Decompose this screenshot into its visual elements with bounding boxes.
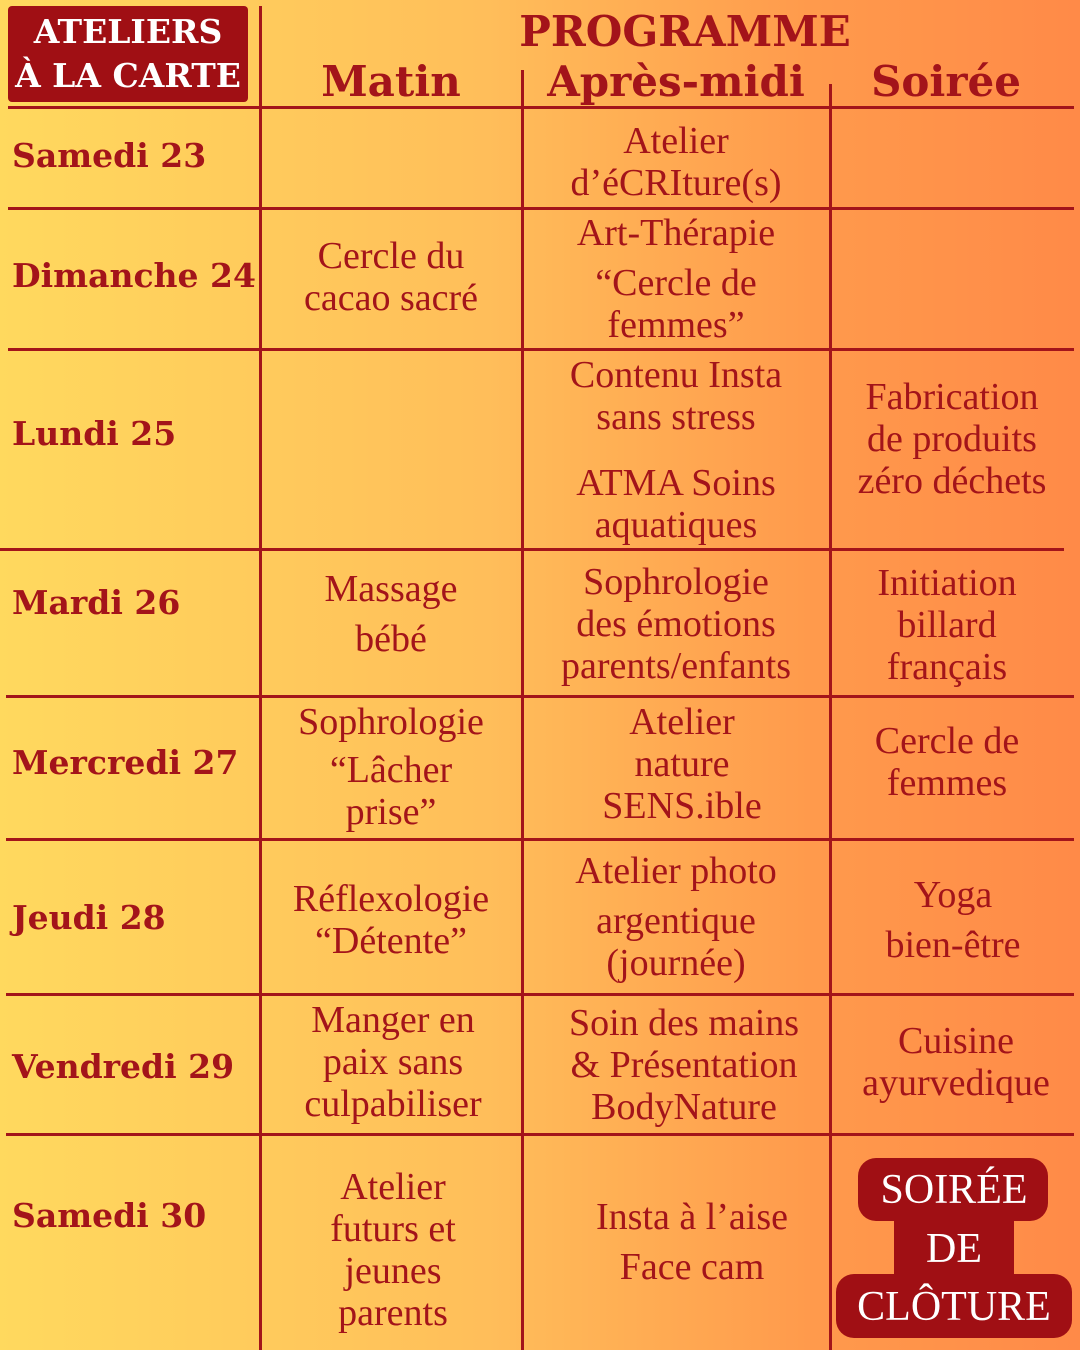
day-label: Vendredi 29 <box>12 1047 235 1086</box>
cell-line: français <box>886 646 1008 688</box>
cell-line: Face cam <box>619 1246 765 1288</box>
closing-line-1: SOIRÉE <box>880 1167 1028 1213</box>
cell-line: parents/enfants <box>560 645 792 687</box>
cell-line: Atelier <box>629 701 735 743</box>
cell-matin <box>262 701 520 833</box>
cell-line: ayurvedique <box>862 1062 1050 1104</box>
cell-apres-midi <box>524 354 828 546</box>
cell-line: futurs et <box>330 1208 456 1250</box>
cell-line: prise” <box>345 791 437 833</box>
cell-line: Cercle du <box>317 235 465 277</box>
cell-line: Cuisine <box>897 1020 1015 1062</box>
cell-line: & Présentation <box>570 1044 798 1086</box>
cell-line: “Cercle de <box>595 262 757 304</box>
cell-line: de produits <box>867 418 1037 460</box>
grid-hline-0 <box>8 106 1074 109</box>
cell-line: femmes” <box>607 304 745 346</box>
cell-line: d’éCRIture(s) <box>570 162 782 204</box>
cell-line: Art-Thérapie <box>576 212 776 254</box>
cell-apres-midi <box>524 561 828 687</box>
cell-line: Massage <box>324 568 458 610</box>
cell-matin <box>262 235 520 319</box>
cell-line: Atelier photo <box>575 850 777 892</box>
cell-line: bien-être <box>885 924 1021 966</box>
cell-line: Réflexologie <box>292 878 490 920</box>
cell-line: Fabrication <box>865 376 1039 418</box>
column-header-matin: Matin <box>321 57 461 106</box>
cell-soiree <box>832 562 1062 688</box>
cell-line: zéro déchets <box>857 460 1047 502</box>
day-label: Mardi 26 <box>12 583 181 622</box>
cell-line: “Détente” <box>315 920 467 962</box>
cell-soiree <box>832 720 1062 804</box>
grid-hline-3 <box>0 548 1064 551</box>
grid-hline-2 <box>8 348 1074 351</box>
grid-hline-5 <box>6 838 1074 841</box>
cell-matin <box>262 878 520 962</box>
cell-line: Manger en <box>311 999 475 1041</box>
cell-line: “Lâcher <box>329 749 453 791</box>
day-label: Samedi 23 <box>12 136 207 175</box>
cell-line: Atelier <box>623 120 729 162</box>
cell-line: nature <box>634 743 730 785</box>
cell-line: BodyNature <box>591 1086 777 1128</box>
cell-line: des émotions <box>576 603 776 645</box>
cell-line: (journée) <box>606 942 746 984</box>
cell-matin <box>262 999 524 1125</box>
cell-line: paix sans <box>322 1041 464 1083</box>
column-header-apres-midi: Après-midi <box>547 57 805 106</box>
cell-line: aquatiques <box>594 504 758 546</box>
day-label: Samedi 30 <box>12 1196 207 1235</box>
grid-hline-1 <box>8 207 1074 210</box>
cell-matin <box>262 568 520 660</box>
grid-hline-4 <box>6 695 1074 698</box>
badge-line-1: ATELIERS <box>33 12 223 51</box>
grid-hline-7 <box>6 1133 1074 1136</box>
day-label: Lundi 25 <box>12 414 177 453</box>
day-label: Mercredi 27 <box>12 743 239 782</box>
cell-line: bébé <box>355 618 427 660</box>
cell-apres-midi <box>524 850 828 984</box>
cell-line: Initiation <box>877 562 1017 604</box>
cell-line: argentique <box>596 900 756 942</box>
cell-soiree <box>838 1020 1074 1104</box>
cell-apres-midi <box>524 212 828 346</box>
cell-soiree <box>832 376 1072 502</box>
cell-line: Yoga <box>913 874 993 916</box>
cell-line: ATMA Soins <box>576 462 776 504</box>
badge-line-2: À LA CARTE <box>15 56 241 95</box>
cell-line: Contenu Insta <box>569 354 783 396</box>
cell-line: Atelier <box>340 1166 446 1208</box>
cell-line: Cercle de <box>874 720 1020 762</box>
day-label: Dimanche 24 <box>12 256 256 295</box>
grid-hline-6 <box>6 993 1074 996</box>
ateliers-badge <box>8 6 248 102</box>
cell-line: billard <box>897 604 997 646</box>
cell-line: culpabiliser <box>304 1083 482 1125</box>
cell-apres-midi <box>524 120 828 204</box>
day-label: Jeudi 28 <box>12 898 166 937</box>
cell-line: cacao sacré <box>303 277 478 319</box>
cell-apres-midi <box>530 701 834 827</box>
cell-soiree <box>838 874 1068 966</box>
cell-line: parents <box>338 1292 448 1334</box>
cell-line: SENS.ible <box>602 785 762 827</box>
page-title: PROGRAMME <box>519 7 851 56</box>
cell-line: femmes <box>886 762 1008 804</box>
closing-line-2: DE <box>926 1226 982 1272</box>
cell-line: Sophrologie <box>583 561 769 603</box>
closing-evening-badge <box>834 1158 1074 1344</box>
cell-matin <box>262 1166 524 1334</box>
cell-line: jeunes <box>344 1250 442 1292</box>
cell-line: Soin des mains <box>568 1002 800 1044</box>
cell-line: Sophrologie <box>298 701 484 743</box>
column-header-soiree: Soirée <box>871 57 1021 106</box>
cell-apres-midi <box>532 1002 836 1128</box>
cell-apres-midi <box>540 1196 844 1288</box>
closing-line-3: CLÔTURE <box>857 1284 1051 1330</box>
cell-line: Insta à l’aise <box>595 1196 789 1238</box>
cell-line: sans stress <box>596 396 756 438</box>
